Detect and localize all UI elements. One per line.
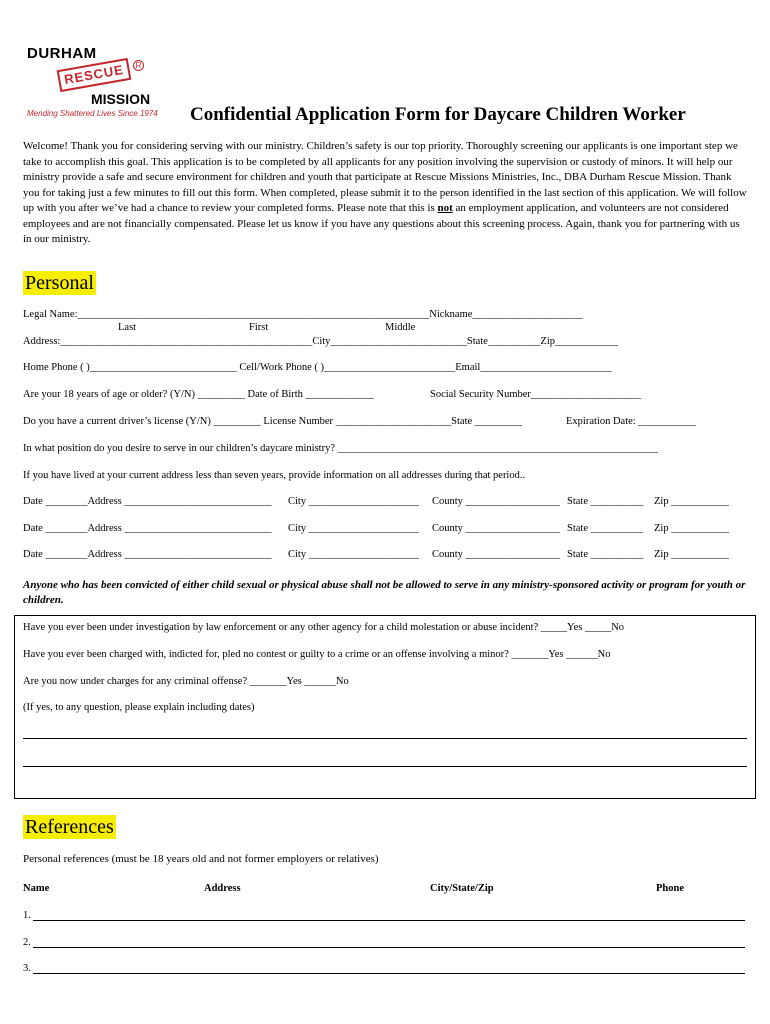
history-county[interactable]: County __________________ (432, 496, 561, 507)
address-field[interactable]: Address:________________________________________________City__________________________State__________Zip____________ (23, 336, 618, 347)
history-state[interactable]: State __________ (567, 549, 644, 560)
reference-line[interactable] (33, 973, 745, 974)
history-county[interactable]: County __________________ (432, 523, 561, 534)
logo-durham-text: DURHAM (27, 45, 97, 62)
history-zip[interactable]: Zip ___________ (654, 496, 729, 507)
explain-line[interactable] (23, 766, 747, 767)
logo-rescue-text: RESCUE (57, 58, 132, 92)
column-phone: Phone (656, 883, 685, 894)
welcome-text-after: an employment application, and volunteers are not considered employees and are not financially compensated. Please let us know if you have any questions about this screening process. Again, thank you for partnering with us in our ministry. (23, 202, 740, 245)
age-dob-field[interactable]: Are your 18 years of age or older? (Y/N) _________ Date of Birth _____________ (23, 389, 374, 400)
history-date-address[interactable]: Date ________Address ____________________________ (23, 549, 272, 560)
history-county[interactable]: County __________________ (432, 549, 561, 560)
expiration-field[interactable]: Expiration Date: ___________ (566, 416, 697, 427)
explain-line[interactable] (23, 738, 747, 739)
ssn-field[interactable]: Social Security Number_____________________ (430, 389, 642, 400)
personal-heading: Personal (25, 272, 94, 294)
welcome-text-before: Welcome! Thank you for considering serving with our ministry. Children’s safety is our top priority. Thoroughly screening our applicants is one important step we take to accomplish this goal. This application is to be completed by all applicants for any position involving the supervision or custody of minors. It will help our ministry provide a safe and secure environment for children and youth that participate at Rescue Missions Ministries, Inc., DBA Durham Rescue Mission. Thank you for taking just a few minutes to fill out this form. When completed, please submit it to the person identified in the last section of this application. We will follow up with you after we’ve had a chance to review your completed forms. Please note that this is (23, 140, 747, 214)
welcome-emphasis: not (437, 202, 453, 214)
history-city[interactable]: City _____________________ (288, 549, 419, 560)
reference-number: 3. (23, 963, 31, 974)
license-field[interactable]: Do you have a current driver’s license (Y/N) _________ License Number ______________________State _________ (23, 416, 523, 427)
legal-name-field[interactable]: Legal Name:___________________________________________________________________Nickname_____________________ (23, 309, 583, 320)
references-heading: References (25, 816, 114, 838)
history-city[interactable]: City _____________________ (288, 496, 419, 507)
logo-mission-text: MISSION (91, 91, 151, 107)
phone-email-field[interactable]: Home Phone ( )____________________________ Cell/Work Phone ( )_________________________Email_________________________ (23, 362, 612, 373)
form-title: Confidential Application Form for Daycare Children Worker (190, 104, 686, 125)
column-address: Address (204, 883, 241, 894)
reference-line[interactable] (33, 920, 745, 921)
question-investigation[interactable]: Have you ever been under investigation by law enforcement or any other agency for a child molestation or abuse incident? _____Yes _____No (23, 622, 625, 633)
history-zip[interactable]: Zip ___________ (654, 549, 729, 560)
registered-icon: R (133, 60, 144, 71)
history-zip[interactable]: Zip ___________ (654, 523, 729, 534)
position-field[interactable]: In what position do you desire to serve in our children’s daycare ministry? _____________________________________________________________ (23, 443, 658, 454)
question-current-charges[interactable]: Are you now under charges for any criminal offense? _______Yes ______No (23, 676, 349, 687)
reference-number: 2. (23, 937, 31, 948)
reference-line[interactable] (33, 947, 745, 948)
column-name: Name (23, 883, 50, 894)
name-sub-last: Last (118, 322, 137, 333)
history-state[interactable]: State __________ (567, 496, 644, 507)
history-date-address[interactable]: Date ________Address ____________________________ (23, 496, 272, 507)
column-city-state-zip: City/State/Zip (430, 883, 494, 894)
history-city[interactable]: City _____________________ (288, 523, 419, 534)
history-date-address[interactable]: Date ________Address ____________________________ (23, 523, 272, 534)
logo-tagline: Mending Shattered Lives Since 1974 (27, 109, 158, 118)
name-sub-first: First (249, 322, 269, 333)
lived-instruction: If you have lived at your current address less than seven years, provide information on all addresses during that period.. (23, 470, 526, 481)
welcome-paragraph (23, 139, 748, 248)
history-state[interactable]: State __________ (567, 523, 644, 534)
references-intro: Personal references (must be 18 years old and not former employers or relatives) (23, 853, 379, 865)
reference-number: 1. (23, 910, 31, 921)
name-sub-middle: Middle (385, 322, 416, 333)
question-charged[interactable]: Have you ever been charged with, indicted for, pled no contest or guilty to a crime or an offense involving a minor? _______Yes ______No (23, 649, 611, 660)
explain-instruction: (If yes, to any question, please explain including dates) (23, 702, 255, 713)
abuse-notice: Anyone who has been convicted of either child sexual or physical abuse shall not be allowed to serve in any ministry-sponsored activity or program for youth or children. (23, 579, 746, 606)
